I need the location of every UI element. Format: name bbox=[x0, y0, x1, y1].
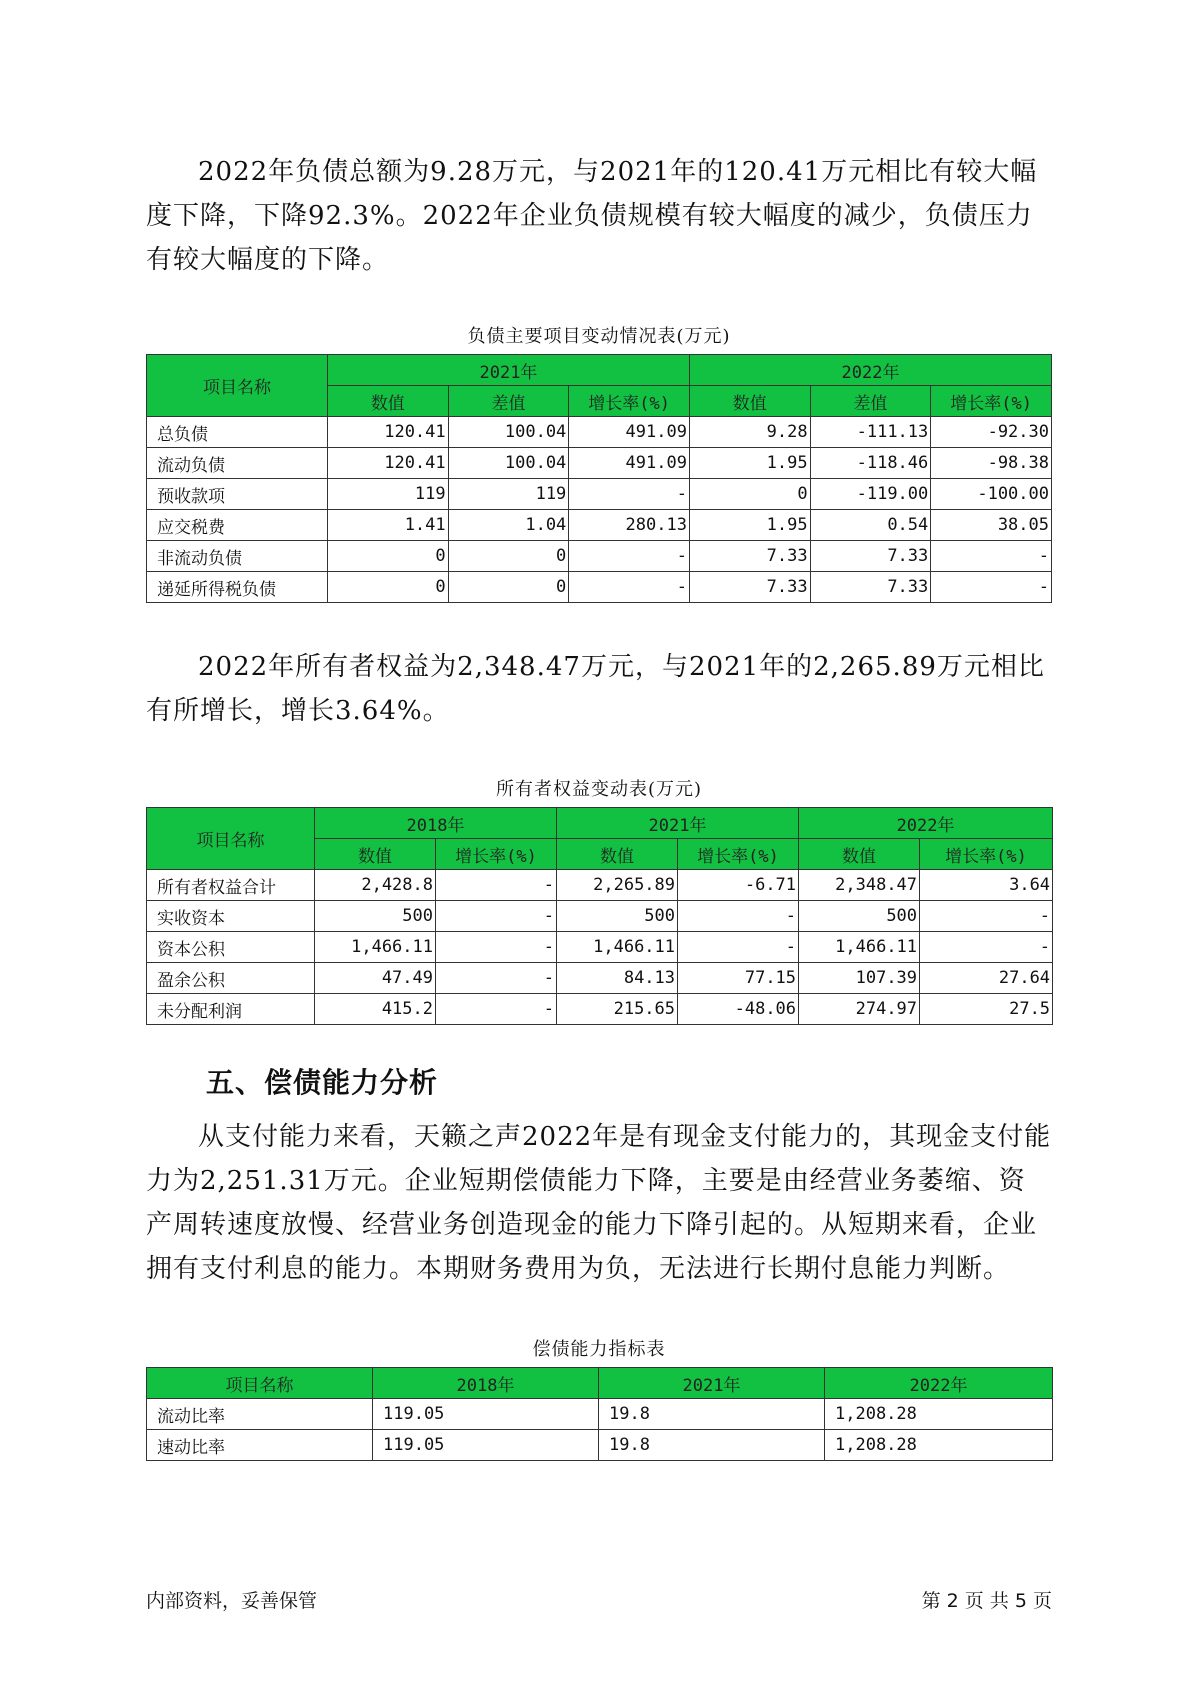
row-label-cell: 应交税费 bbox=[147, 510, 328, 541]
table-header-year: 2021年 bbox=[327, 355, 689, 386]
row-label-cell: 速动比率 bbox=[147, 1430, 373, 1461]
value-cell: - bbox=[920, 932, 1053, 963]
table-row bbox=[147, 963, 1053, 994]
row-label-cell: 未分配利润 bbox=[147, 994, 315, 1025]
value-cell: 1,208.28 bbox=[825, 1399, 1053, 1430]
row-label-cell: 递延所得税负债 bbox=[147, 572, 328, 603]
value-cell: 1.95 bbox=[689, 510, 810, 541]
value-cell: 7.33 bbox=[810, 572, 931, 603]
value-cell: - bbox=[920, 901, 1053, 932]
table-header: 2021年 bbox=[599, 1368, 825, 1399]
row-label-cell: 流动比率 bbox=[147, 1399, 373, 1430]
value-cell: 2,265.89 bbox=[557, 870, 678, 901]
value-cell: - bbox=[436, 963, 557, 994]
value-cell: -48.06 bbox=[678, 994, 799, 1025]
value-cell: 500 bbox=[557, 901, 678, 932]
table-subheader: 数值 bbox=[799, 839, 920, 870]
table-header: 项目名称 bbox=[147, 1368, 373, 1399]
table-header: 2022年 bbox=[825, 1368, 1053, 1399]
equity-table bbox=[146, 807, 1053, 1025]
footer-confidential-note: 内部资料，妥善保管 bbox=[146, 1590, 318, 1612]
value-cell: 2,348.47 bbox=[799, 870, 920, 901]
value-cell: - bbox=[436, 901, 557, 932]
row-label-cell: 流动负债 bbox=[147, 448, 328, 479]
row-label-cell: 盈余公积 bbox=[147, 963, 315, 994]
solvency-table-body bbox=[147, 1399, 1053, 1461]
row-label-cell: 所有者权益合计 bbox=[147, 870, 315, 901]
value-cell: - bbox=[569, 479, 690, 510]
equity-table-caption: 所有者权益变动表(万元) bbox=[495, 779, 703, 800]
equity-table-body bbox=[147, 870, 1053, 1025]
table-row bbox=[147, 572, 1052, 603]
value-cell: 415.2 bbox=[315, 994, 436, 1025]
value-cell: 0.54 bbox=[810, 510, 931, 541]
value-cell: 119 bbox=[448, 479, 569, 510]
value-cell: 7.33 bbox=[689, 572, 810, 603]
table-subheader: 数值 bbox=[689, 386, 810, 417]
value-cell: 1.41 bbox=[327, 510, 448, 541]
value-cell: 1.04 bbox=[448, 510, 569, 541]
solvency-table-caption: 偿债能力指标表 bbox=[532, 1339, 666, 1360]
liability-table bbox=[146, 354, 1052, 603]
table-row bbox=[147, 417, 1052, 448]
table-row bbox=[147, 541, 1052, 572]
value-cell: 3.64 bbox=[920, 870, 1053, 901]
table-subheader: 差值 bbox=[810, 386, 931, 417]
value-cell: 84.13 bbox=[557, 963, 678, 994]
table-row bbox=[147, 448, 1052, 479]
table-subheader: 数值 bbox=[557, 839, 678, 870]
value-cell: 120.41 bbox=[327, 448, 448, 479]
value-cell: 0 bbox=[327, 572, 448, 603]
value-cell: -6.71 bbox=[678, 870, 799, 901]
value-cell: 47.49 bbox=[315, 963, 436, 994]
table-header-year: 2022年 bbox=[689, 355, 1051, 386]
value-cell: 500 bbox=[799, 901, 920, 932]
value-cell: - bbox=[569, 541, 690, 572]
value-cell: 1,208.28 bbox=[825, 1430, 1053, 1461]
value-cell: 1,466.11 bbox=[315, 932, 436, 963]
table-header-year: 2021年 bbox=[557, 808, 799, 839]
table-subheader: 增长率(%) bbox=[931, 386, 1052, 417]
row-label-cell: 实收资本 bbox=[147, 901, 315, 932]
value-cell: 280.13 bbox=[569, 510, 690, 541]
value-cell: 0 bbox=[448, 541, 569, 572]
table-row bbox=[147, 932, 1053, 963]
liability-table-caption: 负债主要项目变动情况表(万元) bbox=[467, 326, 731, 347]
row-label-cell: 非流动负债 bbox=[147, 541, 328, 572]
value-cell: 19.8 bbox=[599, 1430, 825, 1461]
table-row bbox=[147, 1399, 1053, 1430]
document-page bbox=[146, 150, 1052, 1461]
table-row bbox=[147, 994, 1053, 1025]
table-header-year: 2018年 bbox=[315, 808, 557, 839]
table-header-name: 项目名称 bbox=[147, 355, 328, 417]
value-cell: 491.09 bbox=[569, 417, 690, 448]
value-cell: 0 bbox=[448, 572, 569, 603]
value-cell: 38.05 bbox=[931, 510, 1052, 541]
value-cell: 491.09 bbox=[569, 448, 690, 479]
table-subheader: 差值 bbox=[448, 386, 569, 417]
value-cell: 500 bbox=[315, 901, 436, 932]
value-cell: 9.28 bbox=[689, 417, 810, 448]
value-cell: -119.00 bbox=[810, 479, 931, 510]
value-cell: 77.15 bbox=[678, 963, 799, 994]
value-cell: 0 bbox=[327, 541, 448, 572]
value-cell: 119.05 bbox=[373, 1430, 599, 1461]
table-row bbox=[147, 1430, 1053, 1461]
value-cell: 7.33 bbox=[689, 541, 810, 572]
value-cell: -111.13 bbox=[810, 417, 931, 448]
row-label-cell: 资本公积 bbox=[147, 932, 315, 963]
table-subheader: 数值 bbox=[327, 386, 448, 417]
value-cell: - bbox=[436, 870, 557, 901]
table-subheader: 增长率(%) bbox=[678, 839, 799, 870]
value-cell: 119.05 bbox=[373, 1399, 599, 1430]
value-cell: -100.00 bbox=[931, 479, 1052, 510]
footer-page-number: 第 2 页 共 5 页 bbox=[921, 1590, 1052, 1612]
value-cell: 119 bbox=[327, 479, 448, 510]
value-cell: 19.8 bbox=[599, 1399, 825, 1430]
value-cell: -118.46 bbox=[810, 448, 931, 479]
value-cell: 100.04 bbox=[448, 448, 569, 479]
value-cell: 107.39 bbox=[799, 963, 920, 994]
table-row bbox=[147, 870, 1053, 901]
value-cell: 0 bbox=[689, 479, 810, 510]
liability-table-body bbox=[147, 417, 1052, 603]
solvency-table bbox=[146, 1367, 1053, 1461]
table-row bbox=[147, 510, 1052, 541]
value-cell: -98.38 bbox=[931, 448, 1052, 479]
solvency-paragraph: 从支付能力来看，天籁之声2022年是有现金支付能力的，其现金支付能力为2,251.31万元。企业短期偿债能力下降，主要是由经营业务萎缩、资产周转速度放慢、经营业务创造现金的能力下降引起的。从短期来看，企业拥有支付利息的能力。本期财务费用为负，无法进行长期付息能力判断。 bbox=[146, 1122, 1052, 1284]
value-cell: - bbox=[678, 932, 799, 963]
equity-summary-paragraph: 2022年所有者权益为2,348.47万元，与2021年的2,265.89万元相比有所增长，增长3.64%。 bbox=[146, 652, 1045, 726]
table-row bbox=[147, 479, 1052, 510]
table-header: 2018年 bbox=[373, 1368, 599, 1399]
table-subheader: 数值 bbox=[315, 839, 436, 870]
table-row bbox=[147, 901, 1053, 932]
value-cell: 100.04 bbox=[448, 417, 569, 448]
row-label-cell: 总负债 bbox=[147, 417, 328, 448]
value-cell: - bbox=[931, 572, 1052, 603]
table-header-year: 2022年 bbox=[799, 808, 1053, 839]
table-subheader: 增长率(%) bbox=[920, 839, 1053, 870]
section-title: 五、偿债能力分析 bbox=[206, 1066, 439, 1099]
value-cell: 1.95 bbox=[689, 448, 810, 479]
value-cell: 215.65 bbox=[557, 994, 678, 1025]
value-cell: 1,466.11 bbox=[557, 932, 678, 963]
value-cell: - bbox=[569, 572, 690, 603]
value-cell: - bbox=[678, 901, 799, 932]
table-header-name: 项目名称 bbox=[147, 808, 315, 870]
value-cell: - bbox=[436, 932, 557, 963]
value-cell: 7.33 bbox=[810, 541, 931, 572]
liability-summary-paragraph: 2022年负债总额为9.28万元，与2021年的120.41万元相比有较大幅度下降，下降92.3%。2022年企业负债规模有较大幅度的减少，负债压力有较大幅度的下降。 bbox=[146, 157, 1038, 275]
value-cell: - bbox=[436, 994, 557, 1025]
value-cell: 27.5 bbox=[920, 994, 1053, 1025]
value-cell: 1,466.11 bbox=[799, 932, 920, 963]
value-cell: - bbox=[931, 541, 1052, 572]
value-cell: 120.41 bbox=[327, 417, 448, 448]
row-label-cell: 预收款项 bbox=[147, 479, 328, 510]
value-cell: 2,428.8 bbox=[315, 870, 436, 901]
table-subheader: 增长率(%) bbox=[569, 386, 690, 417]
table-subheader: 增长率(%) bbox=[436, 839, 557, 870]
value-cell: 274.97 bbox=[799, 994, 920, 1025]
value-cell: -92.30 bbox=[931, 417, 1052, 448]
value-cell: 27.64 bbox=[920, 963, 1053, 994]
